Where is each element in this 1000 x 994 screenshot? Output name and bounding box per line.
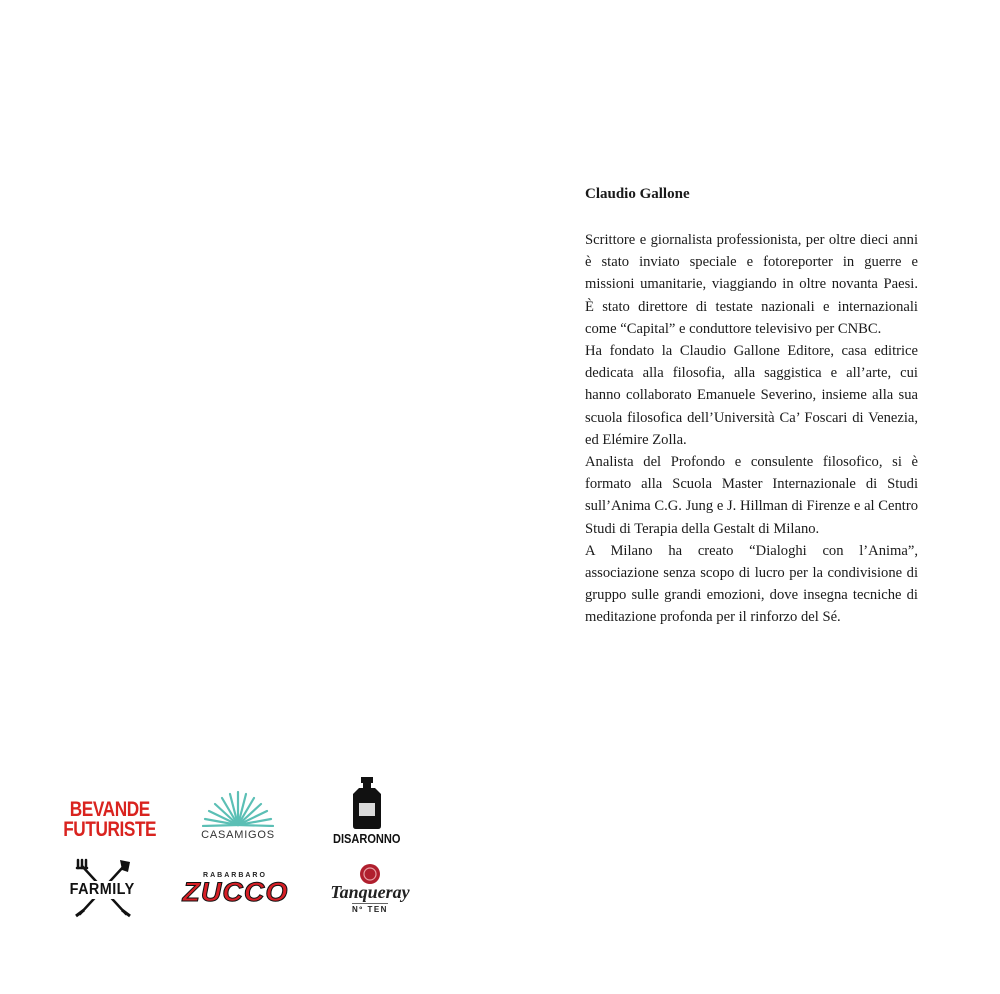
logo-bevande-futuriste — [60, 795, 160, 845]
logo-farmily — [55, 858, 150, 920]
agave-icon — [202, 789, 274, 827]
logo-zucco-small: RABARBARO — [203, 871, 267, 879]
logo-disaronno-label: DISARONNO — [333, 830, 401, 846]
logo-tanqueray-label: Tanqueray — [330, 881, 410, 902]
logo-farmily-label: FARMILY — [69, 881, 136, 898]
author-name: Claudio Gallone — [585, 186, 690, 202]
bio-text — [585, 229, 918, 629]
bio-paragraph: Scrittore e giornalista professionista, per oltre dieci anni è stato inviato speciale e fotoreporter in guerre e missioni umanitarie, viaggiando in oltre novanta Paesi. È stato direttore di testate nazionali e internazionali come “Capital” e conduttore televisivo per CNBC. — [585, 232, 918, 337]
bio-paragraph: Ha fondato la Claudio Gallone Editore, casa editrice dedicata alla filosofia, alla saggistica e all’arte, cui hanno collaborato Emanuele Severino, insieme alla sua scuola filosofica dell’Università Ca’ Foscari di Venezia, ed Elémire Zolla. — [585, 343, 918, 448]
logo-disaronno — [317, 775, 417, 847]
logo-bevande-line2: FUTURISTE — [63, 818, 157, 841]
logo-bevande-line1: BEVANDE — [69, 798, 151, 821]
logo-tanqueray — [320, 857, 420, 919]
author-bio — [585, 186, 918, 629]
logo-casamigos — [183, 785, 293, 845]
bottle-icon — [350, 777, 384, 829]
logo-casamigos-label: CASAMIGOS — [201, 829, 275, 841]
logo-zucco — [175, 863, 295, 913]
sponsor-logos — [55, 775, 420, 920]
logo-zucco-big: ZUCCO — [181, 876, 289, 907]
bio-paragraph: Analista del Profondo e consulente filosofico, si è formato alla Scuola Master Internazionale di Studi sull’Anima C.G. Jung e J. Hillman di Firenze e al Centro Studi di Terapia della Gestalt di Milano. — [585, 454, 918, 537]
logo-tanqueray-sub: Nº TEN — [352, 904, 388, 914]
bio-paragraph: A Milano ha creato “Dialoghi con l’Anima”, associazione senza scopo di lucro per la condivisione di gruppo sulle grandi emozioni, dove insegna tecniche di meditazione profonda per il rinforzo del Sé. — [585, 542, 918, 626]
